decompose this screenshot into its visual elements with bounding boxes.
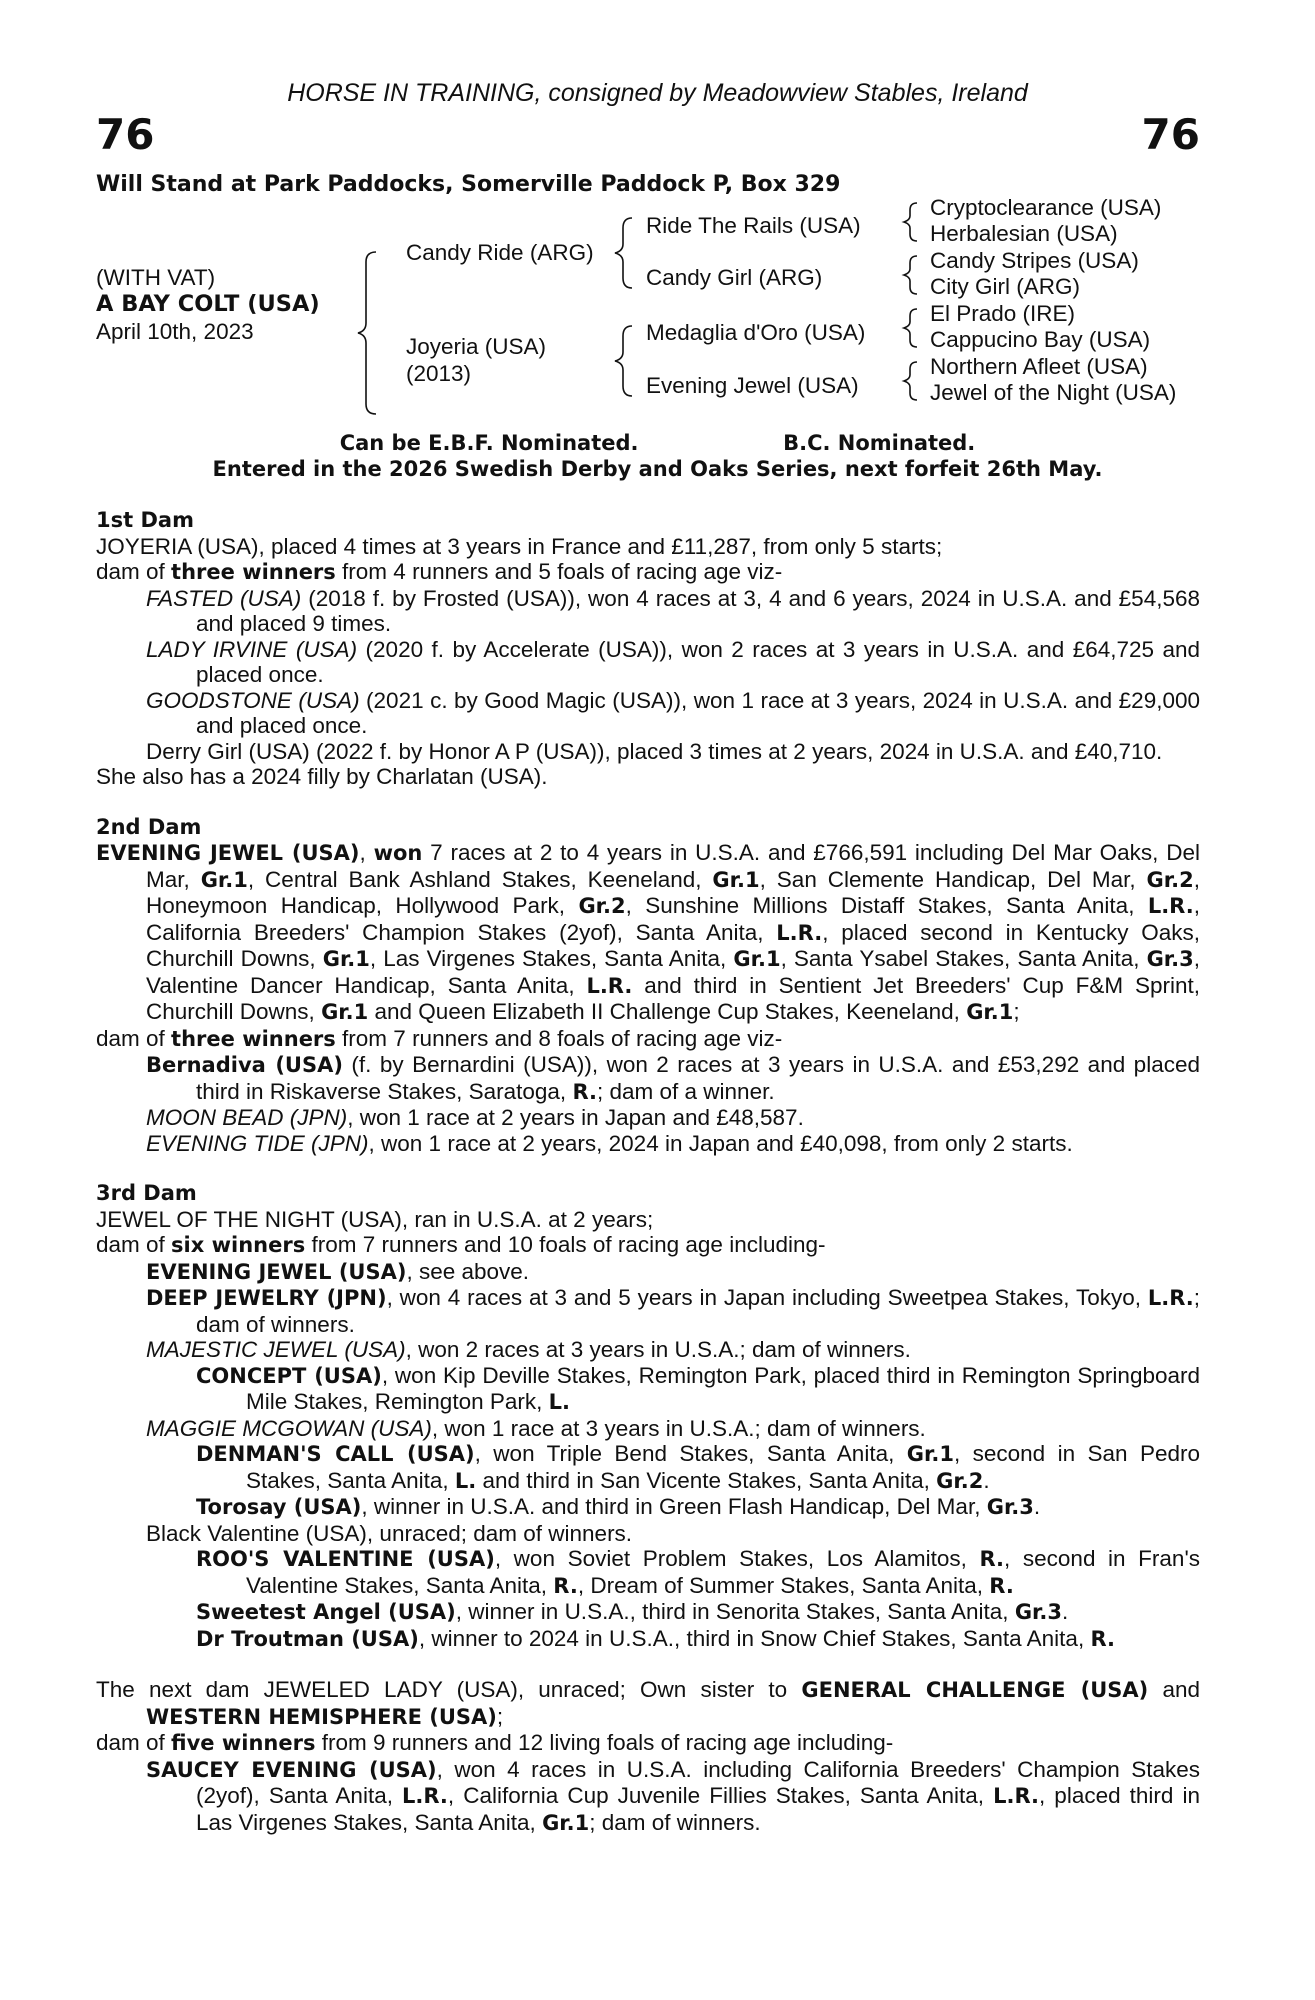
bold-text: Bernadiva (USA)	[146, 1053, 343, 1077]
produce-entry	[196, 1363, 1200, 1416]
text-run: , won Soviet Problem Stakes, Los Alamitos,	[494, 1546, 980, 1571]
bold-text: SAUCEY EVENING (USA)	[146, 1757, 437, 1782]
text-run: , see above.	[406, 1258, 530, 1284]
produce-entry	[146, 1337, 1200, 1363]
text-run: , Las Virgenes Stakes, Santa Anita,	[369, 946, 734, 971]
third-dam-heading: 3rd Dam	[96, 1181, 197, 1205]
bold-text: Gr.1	[321, 1000, 369, 1024]
bold-text: L.R.	[993, 1784, 1039, 1808]
produce-entry	[146, 688, 1200, 739]
produce-entry	[146, 1259, 1200, 1286]
next-dam-produce-summary	[96, 1730, 1200, 1757]
first-dam-produce-summary	[96, 559, 1200, 586]
text-run: from 7 runners and 10 foals of racing age including-	[305, 1232, 826, 1257]
bold-text: R.	[553, 1573, 578, 1598]
text-run: ; dam of winners.	[589, 1809, 761, 1835]
produce-entry	[146, 637, 1200, 688]
text-run: , won Triple Bend Stakes, Santa Anita,	[474, 1441, 907, 1466]
text-run: .	[983, 1467, 990, 1493]
bold-text: Gr.3	[1014, 1600, 1063, 1624]
text-run: , won Kip Deville Stakes, Remington Park, placed third in Remington Springboard Mile Stakes, Remington Park,	[246, 1362, 1201, 1414]
text-run: , Dream of Summer Stakes, Santa Anita,	[577, 1572, 990, 1598]
next-dam-intro	[96, 1677, 1200, 1730]
bold-text: ROO'S VALENTINE (USA)	[196, 1547, 495, 1571]
bold-text: R.	[989, 1573, 1014, 1598]
bold-text: Dr Troutman (USA)	[196, 1626, 419, 1651]
sire-dam: Candy Girl (ARG)	[646, 265, 823, 290]
bold-text: L.R.	[776, 920, 823, 945]
second-dam-produce-summary	[96, 1026, 1200, 1053]
ancestor-8: Jewel of the Night (USA)	[930, 380, 1177, 405]
produce-entry: Black Valentine (USA), unraced; dam of winners.	[146, 1520, 633, 1546]
bold-text: L.	[454, 1468, 477, 1493]
bold-text: won	[373, 841, 423, 865]
produce-entry	[146, 1416, 1200, 1442]
ancestor-6: Cappucino Bay (USA)	[930, 327, 1151, 352]
bold-text: Gr.3	[986, 1495, 1034, 1519]
nomination-line	[96, 430, 1219, 456]
ancestor-4: City Girl (ARG)	[930, 274, 1080, 299]
text-run: , winner in U.S.A. and third in Green Flash Handicap, Del Mar,	[361, 1494, 987, 1519]
text-run: , Central Bank Ashland Stakes, Keeneland,	[247, 866, 713, 892]
bold-text: EVENING JEWEL (USA)	[96, 841, 360, 865]
text-run: , Sunshine Millions Distaff Stakes, Santa Anita,	[625, 893, 1148, 918]
text-run: , won 4 races in U.S.A. including California Breeders' Champion Stakes (2yof), Santa Anita,	[196, 1756, 1200, 1808]
bold-text: Gr.1	[200, 867, 248, 892]
bold-text: R.	[572, 1079, 597, 1104]
text-run: , Honeymoon Handicap, Hollywood Park,	[146, 866, 1201, 918]
italic-text: FASTED (USA)	[146, 585, 302, 611]
bold-text: Gr.1	[542, 1810, 590, 1835]
text-run: , won 4 races at 3 and 5 years in Japan including Sweetpea Stakes, Tokyo,	[386, 1285, 1148, 1310]
italic-text: EVENING TIDE (JPN)	[146, 1130, 369, 1156]
sire: Candy Ride (ARG)	[406, 240, 594, 265]
produce-entry	[146, 1285, 1200, 1337]
bold-text: CONCEPT (USA)	[196, 1363, 382, 1388]
bold-text: Gr.1	[322, 947, 370, 971]
text-run: and Queen Elizabeth II Challenge Cup Stakes, Keeneland,	[368, 999, 967, 1024]
produce-entry	[196, 1626, 1200, 1653]
italic-text: LADY IRVINE (USA)	[146, 636, 358, 662]
nominations	[96, 430, 1219, 482]
produce-entry	[146, 1757, 1200, 1837]
text-run: and third in Sentient Jet Breeders' Cup F&M Sprint, Churchill Downs,	[146, 972, 1200, 1024]
bold-text: DEEP JEWELRY (JPN)	[146, 1286, 387, 1310]
entry-line: Entered in the 2026 Swedish Derby and Oaks Series, next forfeit 26th May.	[212, 457, 1103, 481]
text-run: ; dam of winners.	[196, 1285, 1201, 1337]
bold-text: Gr.2	[936, 1468, 984, 1493]
italic-text: MAGGIE MCGOWAN (USA)	[146, 1415, 432, 1441]
bold-text: L.R.	[1147, 894, 1194, 918]
produce-entry	[146, 1052, 1200, 1105]
italic-text: MAJESTIC JEWEL (USA)	[146, 1337, 406, 1362]
text-run: (2018 f. by Frosted (USA)), won 4 races at 3, 4 and 6 years, 2024 in U.S.A. and £54,568 and placed 9 times.	[196, 585, 1200, 636]
produce-entry	[146, 1105, 1200, 1131]
italic-text: MOON BEAD (JPN)	[146, 1105, 348, 1130]
produce-entry	[196, 1546, 1200, 1599]
sire-sire: Ride The Rails (USA)	[646, 213, 861, 238]
text-run: , Valentine Dancer Handicap, Santa Anita,	[146, 946, 1201, 998]
ancestor-1: Cryptoclearance (USA)	[930, 195, 1162, 220]
text-run: , won 2 races at 3 years in U.S.A.; dam of winners.	[405, 1337, 911, 1362]
bold-text: three winners	[171, 1026, 336, 1051]
text-run: .	[1062, 1599, 1069, 1624]
text-run: from 4 runners and 5 foals of racing age viz-	[335, 559, 783, 584]
second-dam-heading: 2nd Dam	[96, 814, 202, 839]
text-run: dam of	[96, 559, 172, 584]
bold-text: R.	[1090, 1626, 1115, 1651]
bold-text: Torosay (USA)	[196, 1495, 362, 1519]
produce-entry: Derry Girl (USA) (2022 f. by Honor A P (USA)), placed 3 times at 2 years, 2024 in U.S.A. and £40,710.	[146, 738, 1163, 764]
consignment-line: HORSE IN TRAINING, consigned by Meadowview Stables, Ireland	[287, 79, 1028, 107]
bold-text: five winners	[171, 1731, 316, 1755]
produce-entry	[196, 1441, 1200, 1494]
horse-name: A BAY COLT (USA)	[96, 291, 320, 317]
ancestor-2: Herbalesian (USA)	[930, 221, 1118, 246]
text-run: .	[1033, 1494, 1041, 1519]
lot-number-right: 76	[1141, 110, 1200, 159]
dam-sire: Medaglia d'Oro (USA)	[646, 320, 866, 345]
bold-text: L.R.	[586, 973, 633, 998]
text-run: and third in San Vicente Stakes, Santa Anita,	[476, 1467, 937, 1493]
text-run: from 7 runners and 8 foals of racing age viz-	[335, 1025, 783, 1051]
text-run: ; dam of a winner.	[596, 1078, 775, 1104]
bold-text: Gr.1	[906, 1442, 954, 1466]
bold-text: L.R.	[402, 1784, 448, 1808]
text-run: , placed second in Kentucky Oaks, Churchill Downs,	[146, 919, 1201, 971]
produce-entry	[146, 1131, 1200, 1157]
first-dam-heading: 1st Dam	[96, 508, 194, 532]
text-run: , placed third in Las Virgenes Stakes, Santa Anita,	[196, 1783, 1200, 1835]
first-dam-also: She also has a 2024 filly by Charlatan (USA).	[96, 764, 548, 789]
catalogue-body	[96, 508, 1200, 1836]
text-run: , San Clemente Handicap, Del Mar,	[759, 866, 1147, 892]
bold-text: L.R.	[1147, 1286, 1194, 1310]
foaling-date: April 10th, 2023	[96, 319, 254, 344]
text-run: dam of	[96, 1232, 172, 1257]
bold-text: Gr.1	[966, 1000, 1014, 1024]
bold-text: GENERAL CHALLENGE (USA)	[801, 1678, 1149, 1702]
text-run: (f. by Bernardini (USA)), won 2 races at 3 years in U.S.A. and £53,292 and placed third in Riskaverse Stakes, Saratoga,	[196, 1052, 1200, 1104]
dam: Joyeria (USA)	[406, 334, 547, 359]
bold-text: three winners	[171, 560, 336, 584]
ancestor-3: Candy Stripes (USA)	[930, 248, 1139, 273]
bold-text: WESTERN HEMISPHERE (USA)	[146, 1704, 497, 1729]
text-run: dam of	[96, 1025, 172, 1051]
text-run: , won 1 race at 2 years in Japan and £48,587.	[347, 1105, 804, 1130]
ancestor-7: Northern Afleet (USA)	[930, 354, 1148, 379]
bc-nomination: B.C. Nominated.	[783, 431, 976, 455]
bold-text: six winners	[171, 1233, 306, 1257]
third-dam-intro: JEWEL OF THE NIGHT (USA), ran in U.S.A. at 2 years;	[96, 1206, 654, 1232]
second-dam-record: EVENING JEWEL (USA), won 7 races at 2 to 4 years in U.S.A. and £766,591 including Del Mar Oaks, Del Mar, Gr.1, Central Bank Ashland Stakes, Keeneland, Gr.1, San Clemente Handicap, Del Mar, Gr.2, Honeymoon Handicap, Hollywood Park, Gr.2, Sunshine Millions Distaff Stakes, Santa Anita, L.R., California Breeders' Champion Stakes (2yof), Santa Anita, L.R., placed second in Kentucky Oaks, Churchill Downs, Gr.1, Las Virgenes Stakes, Santa Anita, Gr.1, Santa Ysabel Stakes, Santa Anita, Gr.3, Valentine Dancer Handicap, Santa Anita, L.R. and third in Sentient Jet Breeders' Cup F&M Sprint, Churchill Downs, Gr.1 and Queen Elizabeth II Challenge Cup Stakes, Keeneland, Gr.1;	[96, 840, 1201, 1024]
text-run: The next dam JEWELED LADY (USA), unraced; Own sister to	[96, 1677, 802, 1702]
bold-text: L.	[548, 1390, 570, 1414]
bold-text: Gr.3	[1146, 947, 1194, 971]
bold-text: Gr.2	[578, 894, 626, 918]
third-dam-produce-summary	[96, 1232, 1200, 1259]
text-run: , won 1 race at 2 years, 2024 in Japan and £40,098, from only 2 starts.	[368, 1130, 1073, 1156]
vat-label: (WITH VAT)	[96, 265, 216, 290]
dam-dam: Evening Jewel (USA)	[646, 373, 859, 398]
text-run: , California Cup Juvenile Fillies Stakes, Santa Anita,	[447, 1783, 994, 1808]
first-dam-intro: JOYERIA (USA), placed 4 times at 3 years in France and £11,287, from only 5 starts;	[96, 533, 943, 559]
text-run: (2021 c. by Good Magic (USA)), won 1 race at 3 years, 2024 in U.S.A. and £29,000 and placed once.	[196, 687, 1200, 738]
bold-text: Gr.1	[712, 867, 760, 892]
text-run: , second in San Pedro Stakes, Santa Anita,	[246, 1441, 1200, 1493]
text-run: ;	[496, 1703, 504, 1729]
bold-text: Sweetest Angel (USA)	[196, 1600, 456, 1624]
text-run: , winner in U.S.A., third in Senorita Stakes, Santa Anita,	[455, 1599, 1015, 1624]
text-run: dam of	[96, 1730, 172, 1755]
bold-text: DENMAN'S CALL (USA)	[196, 1442, 475, 1466]
bold-text: EVENING JEWEL (USA)	[146, 1259, 407, 1284]
text-run: , won 1 race at 3 years in U.S.A.; dam of winners.	[431, 1415, 926, 1441]
italic-text: GOODSTONE (USA)	[146, 687, 360, 713]
text-run: from 9 runners and 12 living foals of racing age including-	[315, 1730, 894, 1755]
bold-text: Gr.1	[733, 947, 781, 971]
dam-year: (2013)	[406, 361, 472, 386]
ancestor-5: El Prado (IRE)	[930, 301, 1076, 326]
text-run: , second in Fran's Valentine Stakes, Santa Anita,	[246, 1546, 1200, 1598]
text-run: , winner to 2024 in U.S.A., third in Snow Chief Stakes, Santa Anita,	[418, 1625, 1091, 1651]
produce-entry	[146, 586, 1200, 637]
lot-number-left: 76	[96, 110, 155, 159]
text-run: , California Breeders' Champion Stakes (2yof), Santa Anita,	[146, 893, 1200, 945]
text-run: ;	[1013, 999, 1020, 1024]
bold-text: R.	[979, 1547, 1005, 1571]
produce-entry	[196, 1599, 1200, 1626]
text-run: and	[1148, 1677, 1201, 1702]
ebf-nomination: Can be E.B.F. Nominated.	[339, 431, 639, 455]
text-run: 7 races at 2 to 4 years in U.S.A. and £766,591 including Del Mar Oaks, Del Mar,	[146, 840, 1200, 892]
text-run: , Santa Ysabel Stakes, Santa Anita,	[780, 946, 1147, 971]
stand-location: Will Stand at Park Paddocks, Somerville Paddock P, Box 329	[96, 172, 841, 197]
produce-entry	[196, 1494, 1200, 1521]
bold-text: Gr.2	[1146, 867, 1194, 892]
text-run: (2020 f. by Accelerate (USA)), won 2 races at 3 years in U.S.A. and £64,725 and placed once.	[196, 636, 1201, 687]
